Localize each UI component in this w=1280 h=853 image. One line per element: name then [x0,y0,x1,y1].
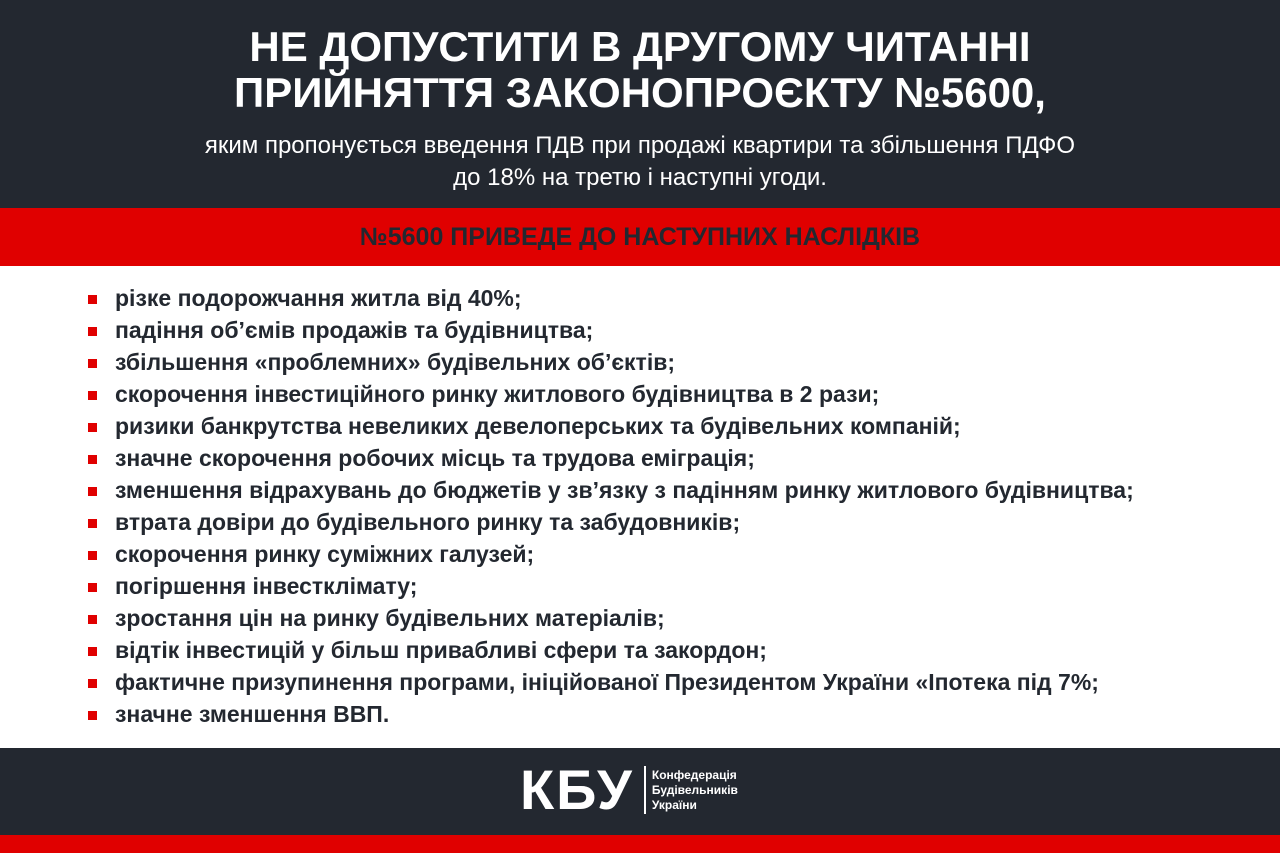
red-square-bullet-icon [88,551,97,560]
red-square-bullet-icon [88,615,97,624]
list-item-text: зростання цін на ринку будівельних матеріалів; [115,605,665,631]
headline-line-1: НЕ ДОПУСТИТИ В ДРУГОМУ ЧИТАННІ [249,23,1031,70]
list-item [88,314,1208,346]
list-item [88,346,1208,378]
red-square-bullet-icon [88,487,97,496]
list-item-text: зменшення відрахувань до бюджетів у зв’язку з падінням ринку житлового будівництва; [115,477,1134,503]
list-item [88,634,1208,666]
consequences-list [88,282,1208,730]
red-square-bullet-icon [88,295,97,304]
list-item [88,282,1208,314]
red-square-bullet-icon [88,327,97,336]
list-item [88,410,1208,442]
logo-text-line-2: Будівельників [651,782,738,797]
list-item-text: скорочення ринку суміжних галузей; [115,541,535,567]
list-item-text: відтік інвестицій у більш привабливі сфери та закордон; [115,637,767,663]
logo-divider [644,766,646,814]
list-item [88,570,1208,602]
red-square-bullet-icon [88,359,97,368]
list-item [88,378,1208,410]
red-square-bullet-icon [88,647,97,656]
consequences-banner: №5600 ПРИВЕДЕ ДО НАСТУПНИХ НАСЛІДКІВ [0,208,1280,266]
red-square-bullet-icon [88,679,97,688]
list-item [88,666,1208,698]
list-item-text: погіршення інвестклімату; [115,573,418,599]
red-square-bullet-icon [88,423,97,432]
list-item-text: падіння об’ємів продажів та будівництва; [115,317,594,343]
red-square-bullet-icon [88,583,97,592]
subheadline-line-1: яким пропонується введення ПДВ при продажі квартири та збільшення ПДФО [204,132,1076,159]
red-square-bullet-icon [88,391,97,400]
kbu-logo [520,760,738,820]
list-item [88,538,1208,570]
list-item-text: різке подорожчання житла від 40%; [115,285,522,311]
footer-red-stripe [0,835,1280,853]
list-item-text: значне зменшення ВВП. [115,701,390,727]
list-item-text: ризики банкрутства невеликих девелоперських та будівельних компаній; [115,413,961,439]
list-item-text: втрата довіри до будівельного ринку та забудовників; [115,509,741,535]
logo-text-line-3: України [651,797,697,812]
list-item-text: фактичне призупинення програми, ініційованої Президентом України «Іпотека під 7%; [115,669,1099,695]
logo-text-line-1: Конфедерація [651,767,737,782]
subheadline [0,130,1280,194]
list-item-text: значне скорочення робочих місць та трудова еміграція; [115,445,755,471]
logo-text [652,768,738,813]
list-item [88,602,1208,634]
list-item [88,506,1208,538]
red-square-bullet-icon [88,711,97,720]
red-square-bullet-icon [88,455,97,464]
list-item-text: збільшення «проблемних» будівельних об’єктів; [115,349,676,375]
header [0,0,1280,208]
headline-line-2: ПРИЙНЯТТЯ ЗАКОНОПРОЄКТУ №5600, [234,69,1046,116]
headline [0,24,1280,116]
list-item [88,698,1208,730]
subheadline-line-2: до 18% на третю і наступні угоди. [453,164,827,191]
list-item [88,442,1208,474]
list-item [88,474,1208,506]
red-square-bullet-icon [88,519,97,528]
list-item-text: скорочення інвестиційного ринку житлового будівництва в 2 рази; [115,381,880,407]
logo-mark: КБУ [520,758,634,821]
